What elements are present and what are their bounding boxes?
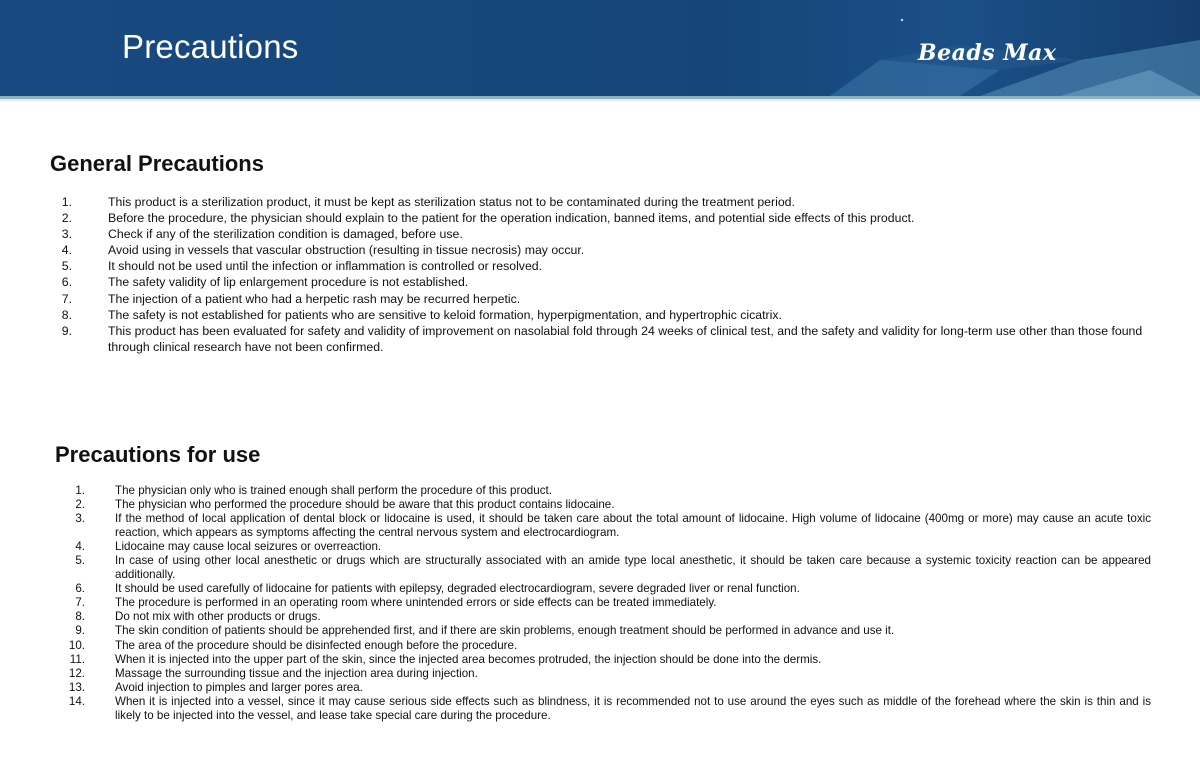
item-text: Avoid injection to pimples and larger pores area. xyxy=(115,680,363,694)
section-heading: Precautions for use xyxy=(55,442,261,467)
list-item xyxy=(61,323,1153,355)
item-number: 7. xyxy=(61,291,72,306)
section-heading: General Precautions xyxy=(50,151,264,176)
item-text: When it is injected into a vessel, since it may cause serious side effects such as blindness, it is recommended not to use around the eyes such as middle of the forehead where the skin is thin and is likely to be injected into the vessel, and lease take special care during the procedure. xyxy=(115,694,1151,722)
item-number: 7. xyxy=(75,596,85,610)
list-item xyxy=(61,194,1153,210)
list-item xyxy=(75,512,1151,540)
item-text: The physician who performed the procedure should be aware that this product contains lidocaine. xyxy=(115,498,615,512)
list-item xyxy=(75,540,1151,554)
item-number: 4. xyxy=(61,243,72,258)
item-number: 8. xyxy=(75,610,85,624)
header-divider-light xyxy=(0,99,1200,101)
item-text: Avoid using in vessels that vascular obstruction (resulting in tissue necrosis) may occur. xyxy=(108,243,585,258)
item-text: The procedure is performed in an operating room where unintended errors or side effects can be treated immediately. xyxy=(115,596,717,610)
item-number: 11. xyxy=(69,652,85,666)
item-number: 4. xyxy=(75,540,85,554)
list-item xyxy=(61,291,1153,307)
item-text: It should be used carefully of lidocaine for patients with epilepsy, degraded electrocardiogram, severe degraded liver or renal function. xyxy=(115,582,800,596)
item-number: 1. xyxy=(75,484,85,497)
item-text: The safety validity of lip enlargement procedure is not established. xyxy=(108,275,469,290)
list-item xyxy=(61,242,1153,258)
list-item xyxy=(68,694,1151,723)
item-number: 12. xyxy=(68,666,85,680)
brand-logo: Beads Max xyxy=(918,40,1057,66)
item-number: 5. xyxy=(75,554,85,568)
item-number: 5. xyxy=(61,259,72,274)
item-text: This product is a sterilization product, it must be kept as sterilization status not to be contaminated during the treatment period. xyxy=(108,195,795,209)
item-text: The safety is not established for patients who are sensitive to keloid formation, hyperpigmentation, and hypertrophic cicatrix. xyxy=(108,307,782,322)
item-number: 9. xyxy=(61,323,72,338)
item-number: 2. xyxy=(61,211,72,226)
list-item xyxy=(75,554,1151,582)
list-item xyxy=(75,624,1151,638)
item-number: 2. xyxy=(75,498,85,512)
item-text: Do not mix with other products or drugs. xyxy=(115,610,321,624)
list-item xyxy=(68,666,1151,681)
item-text: The physician only who is trained enough shall perform the procedure of this product. xyxy=(115,484,552,497)
list-item xyxy=(61,307,1153,323)
list-item xyxy=(68,680,1151,695)
list-item xyxy=(75,484,1151,498)
item-text: The injection of a patient who had a herpetic rash may be recurred herpetic. xyxy=(108,291,521,306)
item-text: This product has been evaluated for safety and validity of improvement on nasolabial fold through 24 weeks of clinical test, and the safety and validity for long-term use other than those found through clinical research have not been confirmed. xyxy=(108,323,1143,354)
item-number: 1. xyxy=(61,195,72,209)
item-text: In case of using other local anesthetic or drugs which are structurally associated with an amide type local anesthetic, it should be taken care because a systemic toxicity reaction can be appeared additionally. xyxy=(115,554,1151,582)
item-text: When it is injected into the upper part of the skin, since the injected area becomes protruded, the injection should be done into the dermis. xyxy=(115,652,822,666)
list-item xyxy=(75,582,1151,596)
list-item xyxy=(61,258,1153,274)
item-text: Check if any of the sterilization condition is damaged, before use. xyxy=(108,227,463,242)
item-text: Lidocaine may cause local seizures or overreaction. xyxy=(115,540,382,554)
list-item xyxy=(75,498,1151,512)
item-text: The skin condition of patients should be apprehended first, and if there are skin problems, enough treatment should be performed in advance and use it. xyxy=(115,624,895,638)
precautions-for-use-list xyxy=(68,484,1151,723)
item-number: 3. xyxy=(61,227,72,242)
item-number: 10. xyxy=(68,638,85,652)
item-text: The area of the procedure should be disinfected enough before the procedure. xyxy=(115,638,518,652)
item-text: It should not be used until the infection or inflammation is controlled or resolved. xyxy=(108,259,543,274)
item-number: 8. xyxy=(61,307,72,322)
item-number: 3. xyxy=(75,512,85,526)
list-item xyxy=(61,226,1153,242)
list-item xyxy=(75,596,1151,610)
item-text: If the method of local application of dental block or lidocaine is used, it should be taken care about the total amount of lidocaine. High volume of lidocaine (400mg or more) may cause an acute toxic reaction, which appears as symptoms affecting the central nervous system and electrocardiogram. xyxy=(115,512,1151,540)
item-number: 6. xyxy=(61,275,72,290)
item-text: Before the procedure, the physician should explain to the patient for the operation indication, banned items, and potential side effects of this product. xyxy=(108,211,915,226)
list-item xyxy=(61,274,1153,290)
title-banner xyxy=(0,0,1200,96)
item-number: 9. xyxy=(75,624,85,638)
item-number: 6. xyxy=(75,582,85,596)
list-item xyxy=(61,210,1153,226)
list-item xyxy=(69,652,1151,667)
page-title: Precautions xyxy=(122,28,299,65)
list-item xyxy=(68,638,1151,653)
item-text: Massage the surrounding tissue and the injection area during injection. xyxy=(115,666,478,680)
item-number: 14. xyxy=(68,694,85,708)
general-precautions-list xyxy=(61,194,1153,355)
item-number: 13. xyxy=(68,680,85,694)
list-item xyxy=(75,610,1151,624)
